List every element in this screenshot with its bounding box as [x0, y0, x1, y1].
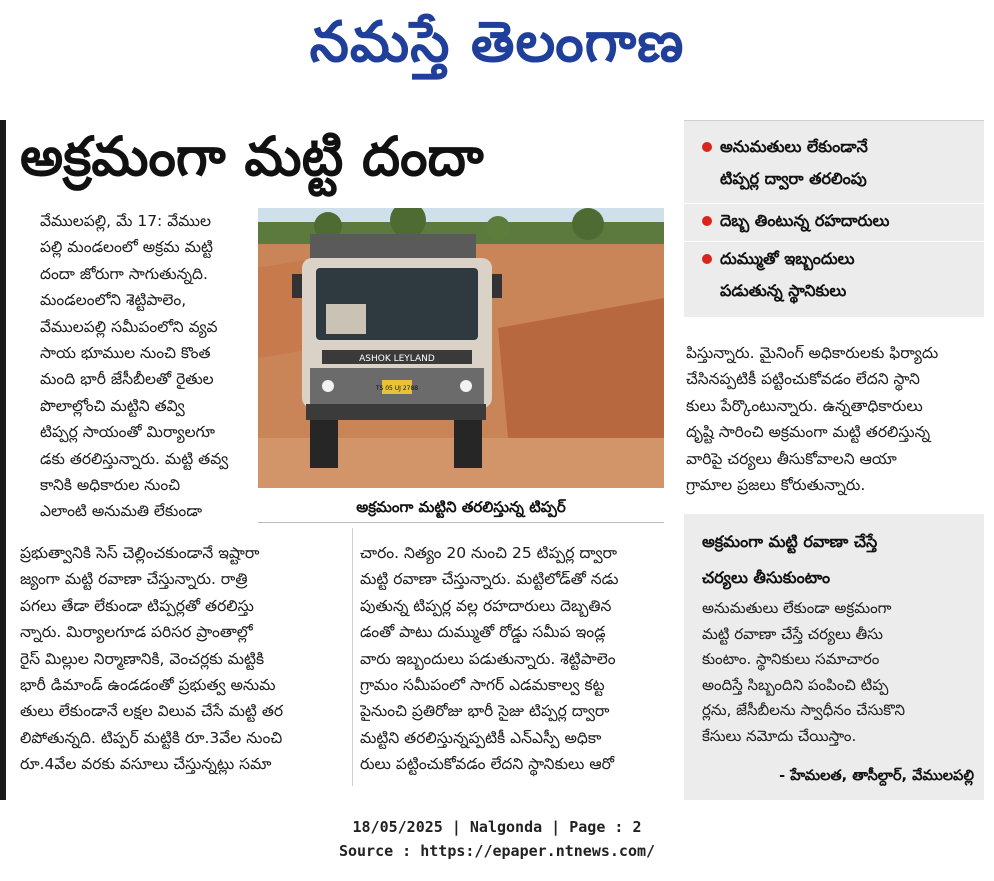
divider: [684, 241, 984, 242]
footer-source: Source : https://epaper.ntnews.com/: [338, 842, 656, 860]
highlight-item: దెబ్బ తింటున్న రహదారులు: [702, 205, 982, 237]
article-line: రైస్ మిల్లుల నిర్మాణానికి, వెంచర్లకు మట్టికి: [20, 649, 265, 668]
article-line: భారీ డిమాండ్ ఉండడంతో ప్రభుత్వ అనుమ: [20, 676, 276, 695]
truck-photo-illustration: [258, 208, 664, 488]
article-line: పుతున్న టిప్పర్ల వల్ల రహదారులు దెబ్బతిన: [360, 596, 612, 615]
article-line: రులు పట్టించుకోవడం లేదని స్థానికులు ఆరో: [360, 755, 615, 774]
bullet-icon: [702, 254, 712, 264]
bullet-icon: [702, 216, 712, 226]
article-column-3: [686, 340, 984, 498]
masthead-logo: నమస్తే తెలంగాణ: [309, 9, 685, 75]
quote-title-line: చర్యలు తీసుకుంటాం: [702, 568, 831, 587]
article-line: దందా జోరుగా సాగుతున్నది.: [40, 264, 208, 283]
article-line: వేములపల్లి, మే 17: వేముల: [40, 212, 211, 230]
article-line: టిప్పర్ల సాయంతో మిర్యాలగూ: [40, 423, 215, 442]
official-quote-box: [684, 514, 984, 800]
article-line: మండలంలోని శెట్టిపాలెం,: [40, 291, 187, 310]
headline: అక్రమంగా మట్టి దందా: [20, 125, 484, 188]
truck-brand-label: ASHOK LEYLAND: [359, 354, 435, 364]
quote-line: అనుమతులు లేకుండా అక్రమంగా: [702, 599, 892, 617]
quote-line: అందిస్తే సిబ్బందిని పంపించి టిప్ప: [702, 675, 889, 694]
article-line: దృష్టి సారించి అక్రమంగా మట్టి తరలిస్తున్న: [686, 423, 931, 442]
article-line: ప్రభుత్వానికి సెస్ చెల్లించకుండానే ఇష్టారా: [20, 544, 260, 562]
article-line: గ్రామాల ప్రజలు కోరుతున్నారు.: [686, 476, 866, 495]
quote-line: కుంటాం. స్థానికులు సమాచారం: [702, 650, 880, 668]
highlights-box: [684, 120, 984, 317]
article-line: సాయ భూముల నుంచి కొంత: [40, 344, 211, 363]
article-line: పగలు తేడా లేకుండా టిప్పర్లతో తరలిస్తు: [20, 596, 254, 615]
article-line: పొలాల్లోంచి మట్టిని తవ్వి: [40, 396, 185, 415]
article-line: రూ.4వేల వరకు వసూలు చేస్తున్నట్లు సమా: [20, 755, 272, 774]
left-border: [0, 120, 6, 800]
article-line: చారం. నిత్యం 20 నుంచి 25 టిప్పర్ల ద్వారా: [360, 544, 618, 562]
article-column-1-lower: [20, 540, 346, 778]
article-line: ఎలాంటి అనుమతి లేకుండా: [40, 502, 203, 521]
article-column-2: [360, 540, 668, 778]
article-line: పైనుంచి ప్రతిరోజు భారీ సైజు టిప్పర్ల ద్వారా: [360, 702, 610, 721]
highlight-item: దుమ్ముతో ఇబ్బందులు పడుతున్న స్థానికులు: [702, 243, 982, 307]
truck-plate: TS 05 UJ 2788: [375, 385, 419, 392]
article-column-1: [40, 208, 248, 525]
article-line: లిపోతున్నది. టిప్పర్ మట్టికి రూ.3వేల నుంచి: [20, 728, 283, 747]
article-line: మంది భారీ జేసీబీలతో రైతుల: [40, 370, 214, 389]
quote-title-line: అక్రమంగా మట్టి రవాణా చేస్తే: [702, 532, 878, 551]
article-line: డంతో పాటు దుమ్ముతో రోడ్డు సమీప ఇండ్ల: [360, 623, 606, 642]
article-line: తులు లేకుండానే లక్షల విలువ చేసే మట్టి తర: [20, 702, 284, 721]
article-line: మట్టి రవాణా చేస్తున్నారు. మట్టిలోడ్‌తో నడు: [360, 570, 619, 589]
article-line: మట్టిని తరలిస్తున్నప్పటికీ ఎన్‌ఎస్పీ అధికా: [360, 728, 602, 747]
quote-line: మట్టి రవాణా చేస్తే చర్యలు తీసు: [702, 624, 883, 643]
article-line: పల్లి మండలంలో అక్రమ మట్టి: [40, 238, 213, 257]
article-line: వారు ఇబ్బందులు పడుతున్నారు. శెట్టిపాలెం: [360, 649, 616, 668]
article-line: కానికి అధికారుల నుంచి: [40, 476, 181, 495]
caption-divider: [258, 522, 664, 523]
quote-signature: - హేమలత, తాసీల్దార్, వేములపల్లి: [779, 768, 974, 784]
footer-date-edition: 18/05/2025 | Nalgonda | Page : 2: [352, 818, 642, 836]
highlight-item: అనుమతులు లేకుండానే టిప్పర్ల ద్వారా తరలింపు: [702, 131, 982, 195]
bullet-icon: [702, 142, 712, 152]
photo-caption: అక్రమంగా మట్టిని తరలిస్తున్న టిప్పర్: [356, 498, 566, 516]
truck-photo: [258, 208, 664, 488]
article-line: న్నారు. మిర్యాలగూడ పరిసర ప్రాంతాల్లో: [20, 623, 253, 642]
article-line: గ్రామం సమీపంలో సాగర్ ఎడమకాల్వ కట్ట: [360, 676, 605, 695]
article-line: చేసినప్పటికీ పట్టించుకోవడం లేదని స్థాని: [686, 370, 920, 389]
divider: [684, 203, 984, 204]
article-line: డకు తరలిస్తున్నారు. మట్టి తవ్వ: [40, 449, 229, 468]
article-line: జ్యంగా మట్టి రవాణా చేస్తున్నారు. రాత్రి: [20, 570, 248, 589]
column-divider: [352, 528, 353, 786]
article-line: పిస్తున్నారు. మైనింగ్ అధికారులకు ఫిర్యాదు: [686, 344, 939, 362]
article-line: కులు పేర్కొంటున్నారు. ఉన్నతాధికారులు: [686, 396, 923, 415]
article-line: వేములపల్లి సమీపంలోని వ్యవ: [40, 317, 218, 336]
quote-body: [702, 596, 972, 749]
quote-line: కేసులు నమోదు చేయిస్తాం.: [702, 726, 857, 745]
article-line: వారిపై చర్యలు తీసుకోవాలని ఆయా: [686, 449, 897, 468]
quote-line: ర్లను, జేసీబీలను స్వాధీనం చేసుకొని: [702, 701, 906, 719]
